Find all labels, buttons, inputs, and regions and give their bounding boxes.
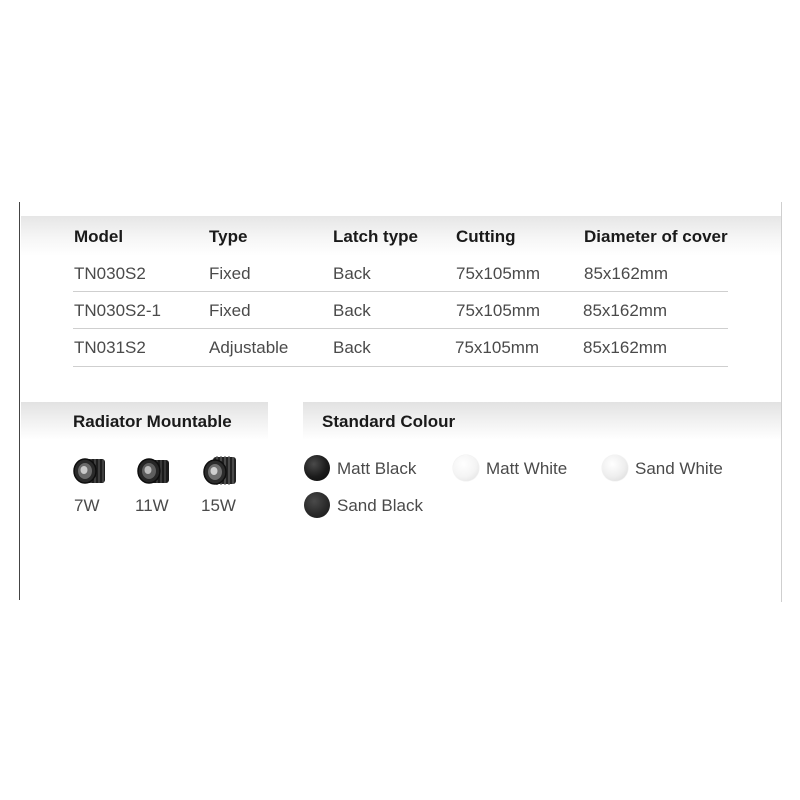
colour-label-sand-white: Sand White bbox=[635, 459, 723, 478]
radiator-11w-label: 11W bbox=[135, 496, 169, 515]
radiator-11w-icon bbox=[135, 454, 171, 488]
colour-label-matt-black: Matt Black bbox=[337, 459, 417, 478]
radiator-7w-label: 7W bbox=[74, 496, 100, 515]
cell-type: Fixed bbox=[209, 301, 251, 320]
cell-cutting: 75x105mm bbox=[456, 301, 541, 320]
colour-label-sand-black: Sand Black bbox=[337, 496, 423, 515]
swatch-matt-black bbox=[304, 455, 330, 481]
row-divider bbox=[73, 328, 728, 329]
header-latch-type: Latch type bbox=[333, 227, 419, 246]
header-type: Type bbox=[209, 227, 248, 246]
cell-diameter: 85x162mm bbox=[584, 264, 669, 283]
cell-diameter: 85x162mm bbox=[583, 301, 668, 320]
cell-type: Adjustable bbox=[209, 338, 289, 357]
colour-title: Standard Colour bbox=[322, 412, 456, 431]
cell-latch: Back bbox=[333, 264, 371, 283]
cell-model: TN030S2 bbox=[74, 264, 146, 283]
header-cutting: Cutting bbox=[456, 227, 516, 246]
left-border-line bbox=[19, 202, 20, 600]
header-diameter: Diameter of cover bbox=[584, 227, 728, 246]
cell-diameter: 85x162mm bbox=[583, 338, 668, 357]
cell-type: Fixed bbox=[209, 264, 251, 283]
swatch-matt-white bbox=[453, 455, 479, 481]
cell-latch: Back bbox=[333, 301, 371, 320]
cell-latch: Back bbox=[333, 338, 371, 357]
row-divider bbox=[73, 366, 728, 367]
radiator-7w-icon bbox=[71, 454, 107, 488]
swatch-sand-white bbox=[602, 455, 628, 481]
cell-model: TN031S2 bbox=[74, 338, 146, 357]
right-border-line bbox=[781, 202, 782, 602]
cell-cutting: 75x105mm bbox=[456, 264, 541, 283]
radiator-15w-icon bbox=[201, 454, 237, 488]
colour-label-matt-white: Matt White bbox=[486, 459, 568, 478]
radiator-15w-label: 15W bbox=[201, 496, 236, 515]
radiator-title: Radiator Mountable bbox=[73, 412, 232, 431]
header-model: Model bbox=[74, 227, 124, 246]
row-divider bbox=[73, 291, 728, 292]
cell-model: TN030S2-1 bbox=[74, 301, 161, 320]
cell-cutting: 75x105mm bbox=[455, 338, 540, 357]
swatch-sand-black bbox=[304, 492, 330, 518]
